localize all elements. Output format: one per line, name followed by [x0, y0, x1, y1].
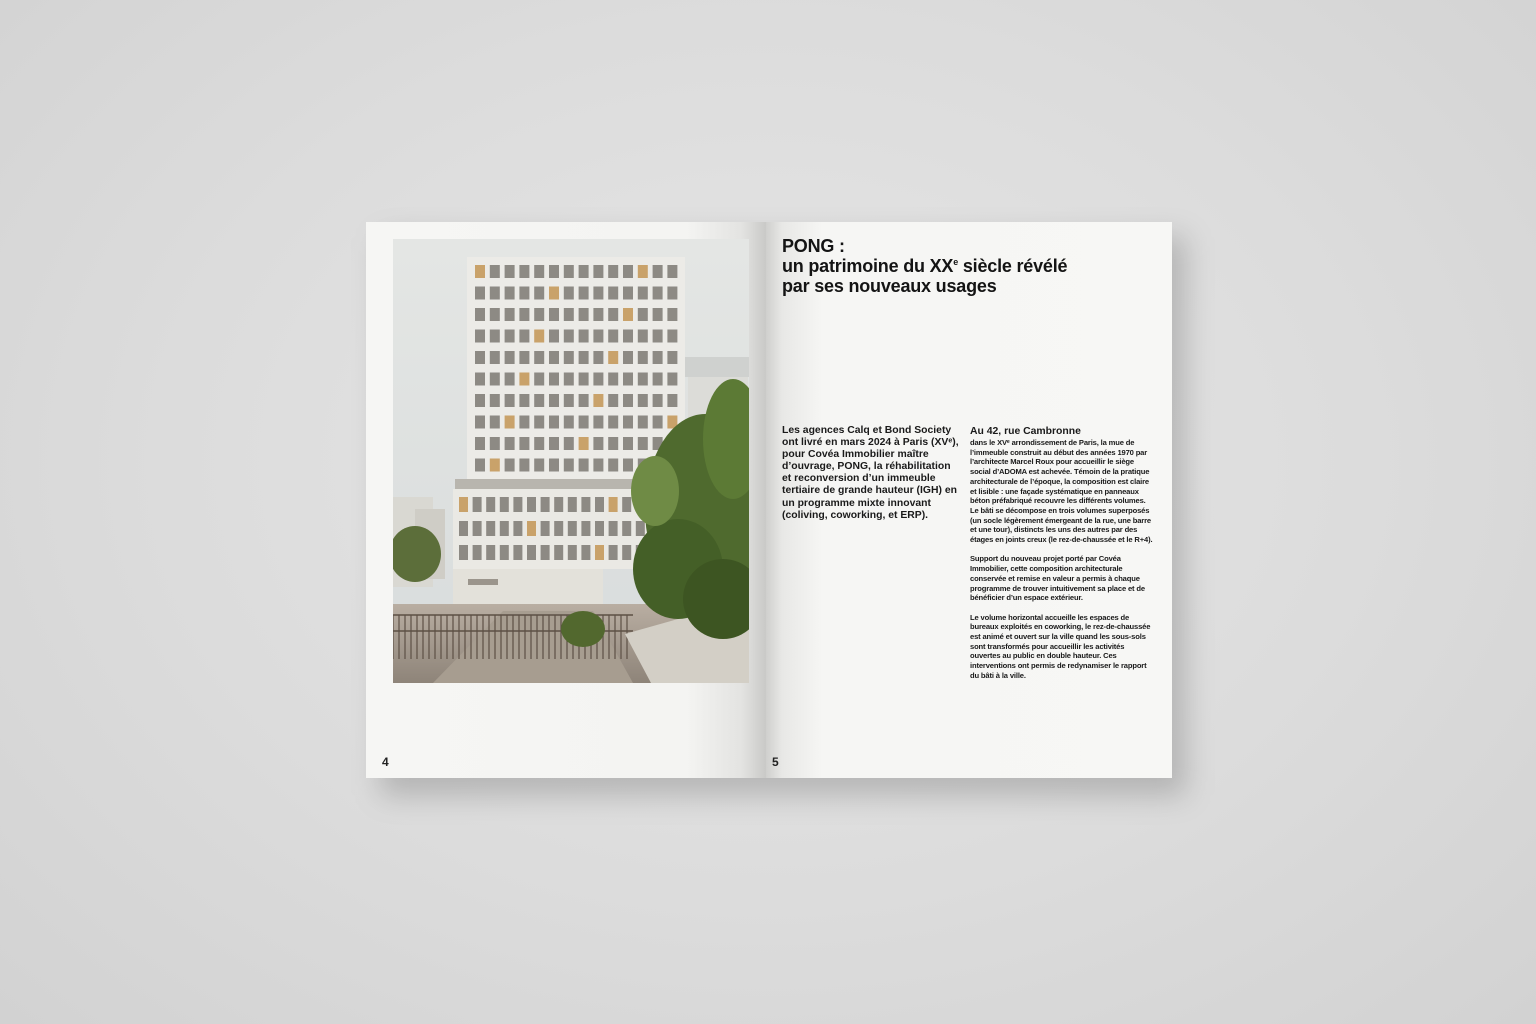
page-title	[782, 236, 1122, 296]
page-number-right: 5	[772, 755, 779, 769]
lead-paragraph: Les agences Calq et Bond Society ont livré en mars 2024 à Paris (XVᵉ), pour Covéa Immobilier maître d’ouvrage, PONG, la réhabilitation et reconversion d’un immeuble tertiaire de grande hauteur (IGH) en un programme mixte innovant (coliving, coworking, et ERP).	[782, 425, 959, 521]
body-paragraph-2: Support du nouveau projet porté par Covéa Immobilier, cette composition architecturale conservée et remise en valeur a permis à chaque programme de trouver intuitivement sa place et de bénéficier d’un espace extérieur.	[970, 554, 1145, 603]
building-photo	[393, 239, 749, 683]
page-number-left: 4	[382, 755, 389, 769]
body-column	[970, 426, 1156, 681]
right-page	[766, 222, 1172, 778]
subhead: Au 42, rue Cambronne	[970, 426, 1081, 437]
title-line-2: un patrimoine du XXe siècle révélé	[782, 256, 1068, 276]
title-line-1: PONG :	[782, 236, 845, 256]
title-line-3: par ses nouveaux usages	[782, 276, 997, 296]
left-page	[366, 222, 766, 778]
body-paragraph-1: dans le XVᵉ arrondissement de Paris, la mue de l’immeuble construit au début des années 1970 par l’architecte Marcel Roux pour accueillir le siège social d’ADOMA est achevée. Témoin de la pratique architecturale de l’époque, la composition est claire et lisible : une façade systématique en panneaux béton préfabriqué recouvre les différents volumes. Le bâti se décompose en trois volumes superposés (un socle légèrement émergeant de la rue, une barre et une tour), distincts les uns des autres par des étages en joints creux (le rez-de-chaussée et le R+4).	[970, 438, 1153, 545]
body-paragraph-3: Le volume horizontal accueille les espaces de bureaux exploités en coworking, le rez-de-chaussée est animé et ouvert sur la ville quand les sous-sols sont transformés pour accueillir les activités ouvertes au public en double hauteur. Ces interventions ont permis de redynamiser le rapport du bâti à la ville.	[970, 612, 1151, 680]
